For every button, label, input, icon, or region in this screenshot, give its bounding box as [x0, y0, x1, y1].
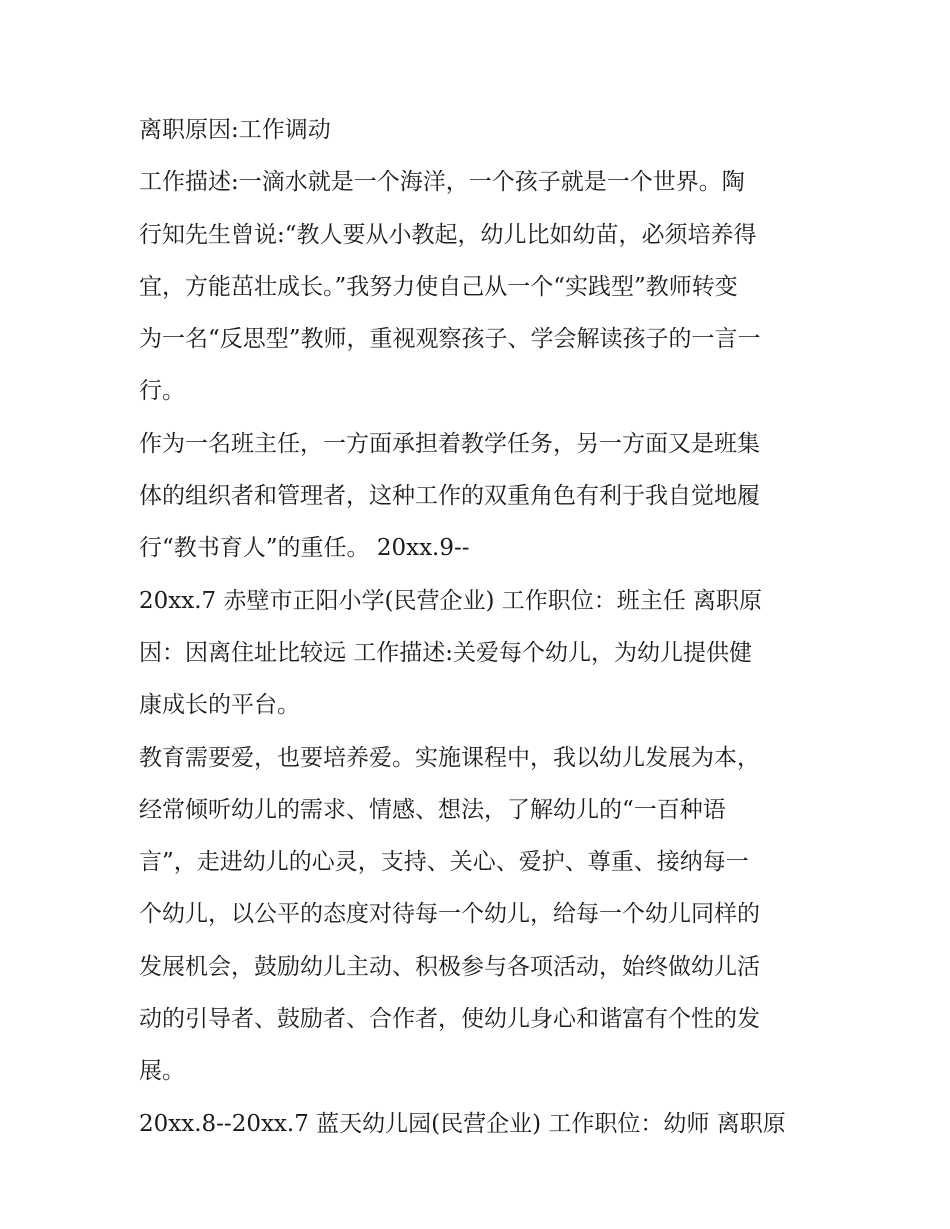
text-line: 20xx.8--20xx.7 蓝天幼儿园(民营企业) 工作职位：幼师 离职原	[139, 1110, 786, 1137]
text-line: 作为一名班主任，一方面承担着教学任务，另一方面又是班集	[139, 430, 760, 457]
text-line: 康成长的平台。	[139, 692, 300, 719]
text-line: 言”，走进幼儿的心灵，支持、关心、爱护、尊重、接纳每一	[139, 849, 749, 876]
document-body	[139, 104, 819, 1150]
text-line: 发展机会，鼓励幼儿主动、积极参与各项活动，始终做幼儿活	[139, 953, 760, 980]
text-line: 行。	[139, 378, 185, 405]
text-line: 动的引导者、鼓励者、合作者，使幼儿身心和谐富有个性的发	[139, 1006, 760, 1033]
text-line: 体的组织者和管理者，这种工作的双重角色有利于我自觉地履	[139, 483, 760, 510]
text-line: 工作描述:一滴水就是一个海洋，一个孩子就是一个世界。陶	[139, 169, 745, 196]
text-line: 因：因离住址比较远 工作描述:关爱每个幼儿，为幼儿提供健	[139, 639, 753, 666]
text-line: 行知先生曾说:“教人要从小教起，幼儿比如幼苗，必须培养得	[139, 221, 757, 248]
text-line: 教育需要爱，也要培养爱。实施课程中，我以幼儿发展为本，	[139, 744, 760, 771]
text-line: 20xx.7 赤壁市正阳小学(民营企业) 工作职位：班主任 离职原	[139, 587, 763, 614]
text-line: 宜，方能茁壮成长。”我努力使自己从一个“实践型”教师转变	[139, 273, 738, 300]
text-line: 为一名“反思型”教师，重视观察孩子、学会解读孩子的一言一	[139, 326, 761, 353]
text-line: 离职原因:工作调动	[139, 117, 331, 143]
text-line: 行“教书育人”的重任。 20xx.9--	[139, 535, 470, 562]
text-line: 个幼儿，以公平的态度对待每一个幼儿，给每一个幼儿同样的	[139, 901, 760, 928]
text-line: 展。	[139, 1058, 185, 1085]
text-line: 经常倾听幼儿的需求、情感、想法，了解幼儿的“一百种语	[139, 796, 726, 823]
